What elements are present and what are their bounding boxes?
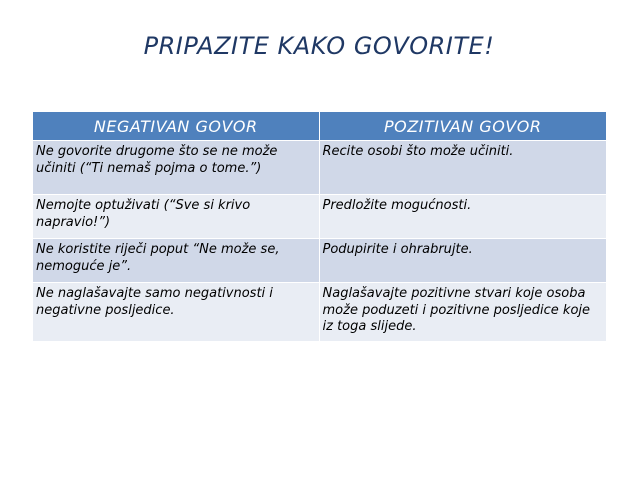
table-row bbox=[33, 283, 606, 342]
slide-title: PRIPAZITE KAKO GOVORITE! bbox=[143, 32, 495, 60]
header-negative-speech: NEGATIVAN GOVOR bbox=[33, 112, 319, 141]
negative-cell: Ne govorite drugome što se ne može učiniti (“Ti nemaš pojma o tome.”) bbox=[33, 141, 319, 195]
positive-cell: Predložite mogućnosti. bbox=[319, 195, 606, 239]
negative-cell: Ne koristite riječi poput “Ne može se, nemoguće je”. bbox=[33, 239, 319, 283]
positive-cell: Naglašavajte pozitivne stvari koje osoba može poduzeti i pozitivne posljedice koje iz toga slijede. bbox=[319, 283, 606, 342]
table-row bbox=[33, 195, 606, 239]
positive-cell: Recite osobi što može učiniti. bbox=[319, 141, 606, 195]
table-header-row bbox=[33, 112, 606, 141]
table-row bbox=[33, 141, 606, 195]
negative-cell: Nemojte optuživati (“Sve si krivo napravio!”) bbox=[33, 195, 319, 239]
header-positive-speech: POZITIVAN GOVOR bbox=[319, 112, 606, 141]
positive-cell: Podupirite i ohrabrujte. bbox=[319, 239, 606, 283]
comparison-table bbox=[33, 112, 606, 341]
table-row bbox=[33, 239, 606, 283]
negative-cell: Ne naglašavajte samo negativnosti i negativne posljedice. bbox=[33, 283, 319, 342]
